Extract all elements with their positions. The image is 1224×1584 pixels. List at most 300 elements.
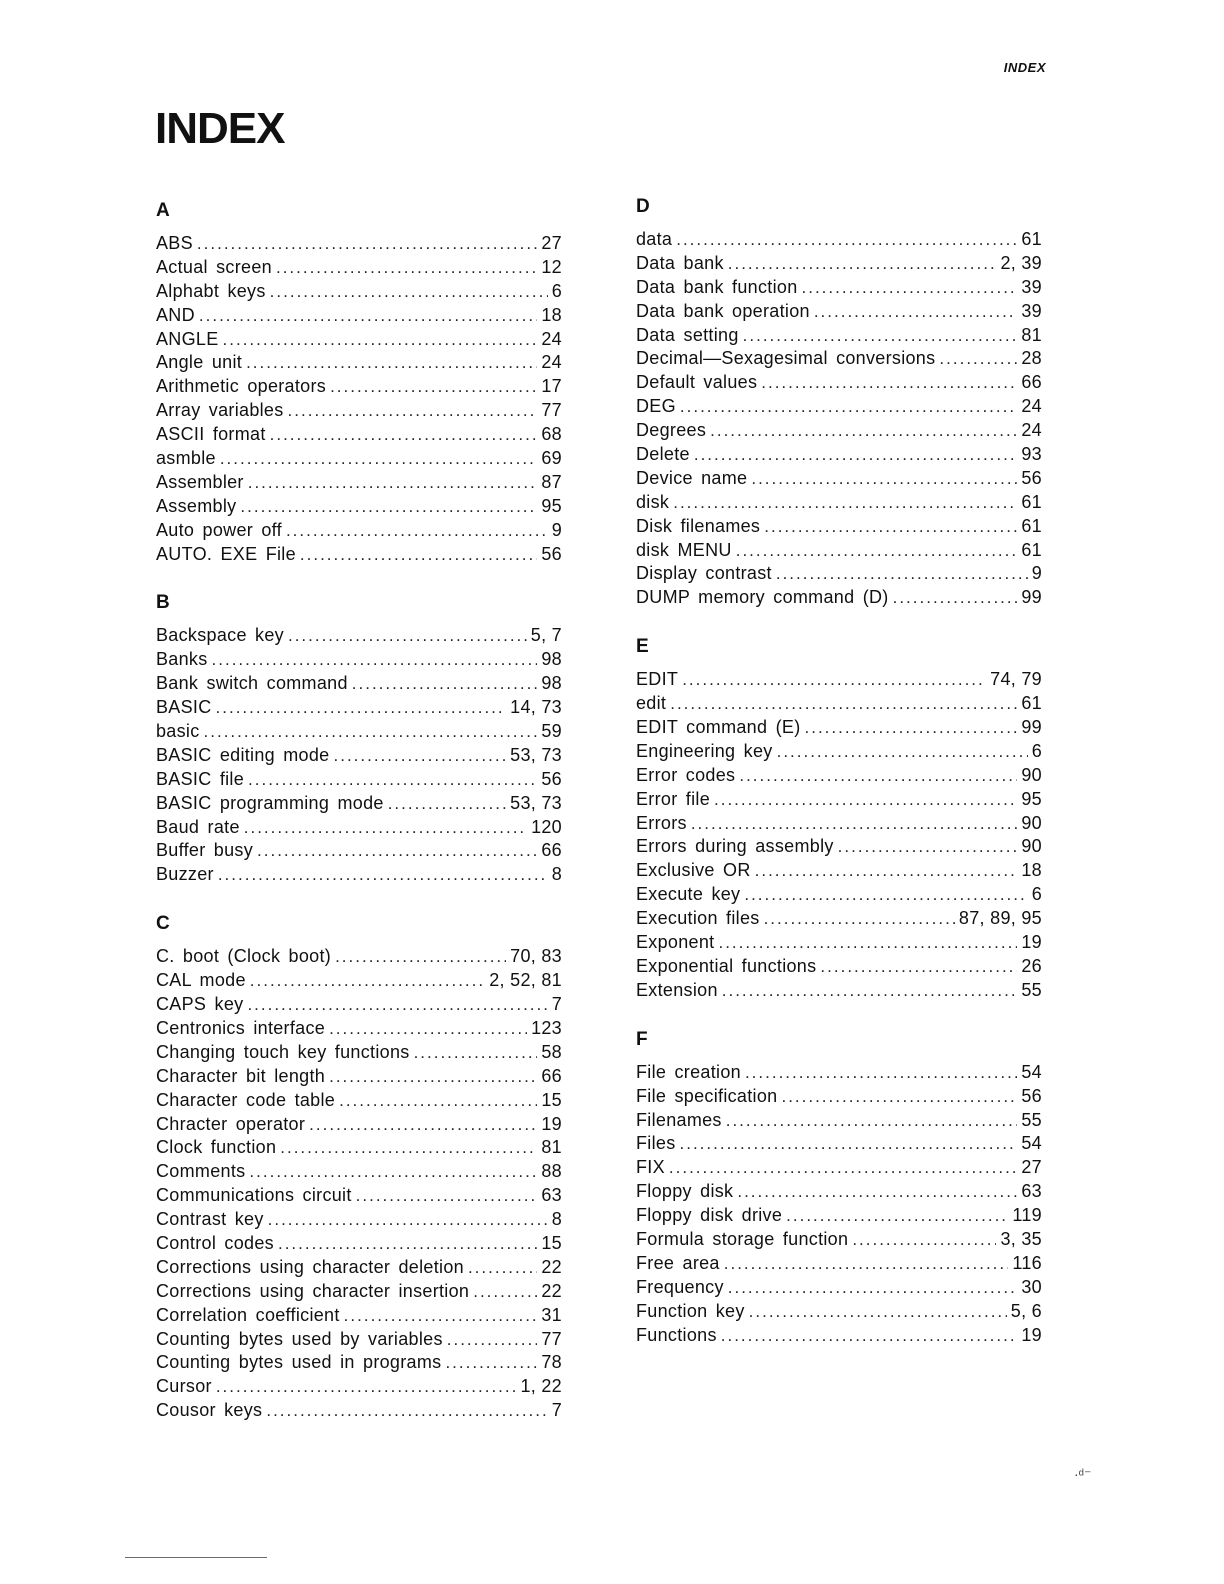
dot-leader <box>814 300 1018 324</box>
dot-leader <box>300 543 537 567</box>
index-entry <box>636 276 1042 300</box>
dot-leader <box>724 1252 1009 1276</box>
entry-term: basic <box>156 721 200 742</box>
index-entry <box>156 1328 562 1352</box>
index-entry <box>636 1061 1042 1085</box>
entry-term: Default values <box>636 372 758 393</box>
dot-leader <box>288 399 538 423</box>
entry-term: Filenames <box>636 1109 722 1130</box>
index-entry <box>156 1375 562 1399</box>
dot-leader <box>388 792 506 816</box>
index-entry <box>156 993 562 1017</box>
entry-page-number: 27 <box>541 233 562 253</box>
index-entry <box>636 955 1042 979</box>
index-entry <box>156 1136 562 1160</box>
entry-page-number: 3, 35 <box>1000 1228 1042 1249</box>
page-title: INDEX <box>155 104 285 153</box>
index-entry <box>156 1041 562 1065</box>
index-entry <box>156 1232 562 1256</box>
entry-page-number: 24 <box>1021 420 1042 441</box>
dot-leader <box>268 1208 548 1232</box>
index-entry <box>636 371 1042 395</box>
index-entry <box>156 375 562 399</box>
entry-page-number: 63 <box>541 1185 562 1206</box>
index-entry <box>156 1399 562 1423</box>
index-entry <box>156 792 562 816</box>
dot-leader <box>670 692 1017 716</box>
entry-page-number: 90 <box>1021 764 1042 785</box>
dot-leader <box>673 491 1017 515</box>
dot-leader <box>249 1160 537 1184</box>
entry-term: Data bank <box>636 252 724 273</box>
index-entry <box>156 768 562 792</box>
entry-page-number: 15 <box>541 1089 562 1110</box>
entry-page-number: 24 <box>1021 396 1042 417</box>
entry-page-number: 18 <box>1021 860 1042 881</box>
dot-leader <box>309 1113 537 1137</box>
entry-term: C. boot (Clock boot) <box>156 946 332 967</box>
entry-term: DEG <box>636 396 676 417</box>
entry-page-number: 15 <box>541 1232 562 1253</box>
entry-page-number: 17 <box>541 376 562 397</box>
index-entry <box>156 256 562 280</box>
dot-leader <box>248 768 537 792</box>
dot-leader <box>721 1324 1018 1348</box>
index-entry <box>156 447 562 471</box>
dot-leader <box>216 1375 517 1399</box>
index-section-a <box>156 196 562 566</box>
dot-leader <box>893 586 1018 610</box>
entry-page-number: 61 <box>1021 515 1042 536</box>
entry-term: Device name <box>636 467 748 488</box>
entry-term: DUMP memory command (D) <box>636 587 889 608</box>
entry-term: Banks <box>156 649 208 670</box>
entry-page-number: 61 <box>1021 491 1042 512</box>
index-section-c <box>156 909 562 1423</box>
dot-leader <box>726 1109 1018 1133</box>
dot-leader <box>197 232 537 256</box>
entry-page-number: 68 <box>541 424 562 445</box>
index-entry <box>636 835 1042 859</box>
index-entry <box>636 764 1042 788</box>
entry-page-number: 56 <box>541 543 562 564</box>
index-section-b <box>156 588 562 887</box>
index-entry <box>636 1228 1042 1252</box>
entry-term: Baud rate <box>156 816 240 837</box>
entry-term: Function key <box>636 1300 745 1321</box>
dot-leader <box>776 562 1028 586</box>
entry-term: CAL mode <box>156 970 246 991</box>
entry-page-number: 61 <box>1021 229 1042 249</box>
entry-page-number: 28 <box>1021 348 1042 369</box>
entry-page-number: 78 <box>541 1352 562 1373</box>
dot-leader <box>339 1089 537 1113</box>
entry-page-number: 9 <box>551 519 562 540</box>
dot-leader <box>786 1204 1008 1228</box>
entry-term: Formula storage function <box>636 1228 849 1249</box>
entry-page-number: 90 <box>1021 836 1042 857</box>
entry-page-number: 119 <box>1012 1205 1042 1226</box>
index-entry <box>156 1113 562 1137</box>
entry-page-number: 61 <box>1021 693 1042 714</box>
entry-term: Character code table <box>156 1089 336 1110</box>
entry-term: AND <box>156 304 195 325</box>
entry-page-number: 54 <box>1021 1061 1042 1082</box>
entry-term: Engineering key <box>636 740 773 761</box>
entry-term: Execution files <box>636 908 760 929</box>
entry-page-number: 95 <box>1021 788 1042 809</box>
entry-term: File specification <box>636 1085 778 1106</box>
entry-term: ANGLE <box>156 328 219 349</box>
index-entry <box>636 692 1042 716</box>
entry-term: Files <box>636 1133 676 1154</box>
entry-term: Degrees <box>636 420 707 441</box>
entry-term: Chracter operator <box>156 1113 306 1134</box>
section-letter: C <box>156 913 170 935</box>
entry-term: Extension <box>636 979 718 1000</box>
entry-page-number: 123 <box>531 1017 562 1038</box>
dot-leader <box>676 228 1017 252</box>
index-entry <box>156 624 562 648</box>
entry-page-number: 99 <box>1021 717 1042 738</box>
entry-term: Counting bytes used by variables <box>156 1328 443 1349</box>
dot-leader <box>445 1351 537 1375</box>
entry-page-number: 22 <box>541 1280 562 1301</box>
entry-term: Character bit length <box>156 1065 326 1086</box>
dot-leader <box>212 648 538 672</box>
entry-term: Errors during assembly <box>636 836 834 857</box>
index-entry <box>636 1085 1042 1109</box>
index-column-right <box>636 192 1042 1369</box>
entry-page-number: 93 <box>1021 444 1042 465</box>
entry-term: Frequency <box>636 1276 724 1297</box>
dot-leader <box>240 495 537 519</box>
entry-term: EDIT <box>636 669 679 690</box>
entry-page-number: 18 <box>541 304 562 325</box>
entry-term: Arithmetic operators <box>156 376 327 397</box>
entry-page-number: 77 <box>541 400 562 421</box>
entry-page-number: 69 <box>541 448 562 469</box>
entry-page-number: 87, 89, 95 <box>958 908 1042 929</box>
dot-leader <box>838 835 1018 859</box>
entry-term: Centronics interface <box>156 1017 326 1038</box>
dot-leader <box>330 375 537 399</box>
index-entry <box>156 1065 562 1089</box>
entry-term: BASIC programming mode <box>156 792 384 813</box>
entry-page-number: 88 <box>541 1161 562 1182</box>
entry-term: Exponent <box>636 932 715 953</box>
index-entry <box>636 1204 1042 1228</box>
entry-page-number: 24 <box>541 352 562 373</box>
dot-leader <box>680 1132 1018 1156</box>
index-entry <box>636 859 1042 883</box>
index-entry <box>156 280 562 304</box>
index-entry <box>156 1208 562 1232</box>
dot-leader <box>764 907 955 931</box>
section-letter: E <box>636 636 649 658</box>
entry-page-number: 66 <box>541 840 562 861</box>
index-entry <box>636 228 1042 252</box>
index-section-e <box>636 632 1042 1002</box>
dot-leader <box>745 1061 1017 1085</box>
dot-leader <box>852 1228 996 1252</box>
dot-leader <box>669 1156 1017 1180</box>
index-entry <box>636 740 1042 764</box>
dot-leader <box>223 328 538 352</box>
index-entry <box>636 300 1042 324</box>
entry-term: Auto power off <box>156 519 282 540</box>
index-entry <box>156 696 562 720</box>
index-entry <box>156 672 562 696</box>
dot-leader <box>802 276 1018 300</box>
entry-term: Communications circuit <box>156 1185 352 1206</box>
dot-leader <box>286 519 548 543</box>
dot-leader <box>682 668 986 692</box>
dot-leader <box>248 471 538 495</box>
entry-term: Functions <box>636 1324 717 1345</box>
entry-page-number: 61 <box>1021 539 1042 560</box>
dot-leader <box>356 1184 538 1208</box>
dot-leader <box>728 252 997 276</box>
dot-leader <box>414 1041 538 1065</box>
index-section-d <box>636 192 1042 610</box>
dot-leader <box>777 740 1028 764</box>
dot-leader <box>473 1280 537 1304</box>
entry-page-number: 99 <box>1021 587 1042 608</box>
entry-term: Correlation coefficient <box>156 1304 340 1325</box>
entry-term: EDIT command (E) <box>636 717 801 738</box>
dot-leader <box>781 1085 1017 1109</box>
dot-leader <box>266 1399 547 1423</box>
entry-page-number: 5, 7 <box>530 625 562 646</box>
entry-term: Corrections using character deletion <box>156 1256 464 1277</box>
entry-term: BASIC file <box>156 768 245 789</box>
entry-page-number: 63 <box>1021 1181 1042 1202</box>
index-entry <box>156 720 562 744</box>
index-entry <box>156 471 562 495</box>
index-entry <box>156 1351 562 1375</box>
entry-page-number: 6 <box>1031 884 1042 905</box>
entry-page-number: 56 <box>1021 467 1042 488</box>
entry-term: Error codes <box>636 764 736 785</box>
entry-term: Data bank function <box>636 276 798 297</box>
index-column-left <box>156 196 562 1445</box>
dot-leader <box>447 1328 538 1352</box>
index-entry <box>156 945 562 969</box>
dot-leader <box>749 1300 1007 1324</box>
index-entry <box>156 1160 562 1184</box>
entry-term: Disk filenames <box>636 515 761 536</box>
dot-leader <box>736 539 1018 563</box>
dot-leader <box>755 859 1018 883</box>
entry-page-number: 26 <box>1021 955 1042 976</box>
dot-leader <box>691 812 1018 836</box>
dot-leader <box>278 1232 537 1256</box>
index-entry <box>636 907 1042 931</box>
entry-page-number: 31 <box>541 1304 562 1325</box>
dot-leader <box>344 1304 538 1328</box>
entry-page-number: 7 <box>551 994 562 1015</box>
dot-leader <box>820 955 1017 979</box>
index-entry <box>636 812 1042 836</box>
index-entry <box>636 1132 1042 1156</box>
dot-leader <box>718 931 1017 955</box>
entry-page-number: 77 <box>541 1328 562 1349</box>
entry-term: Exponential functions <box>636 955 817 976</box>
index-entry <box>636 467 1042 491</box>
entry-page-number: 56 <box>1021 1085 1042 1106</box>
index-entry <box>156 543 562 567</box>
entry-page-number: 12 <box>541 256 562 277</box>
entry-page-number: 95 <box>541 495 562 516</box>
dot-leader <box>216 696 507 720</box>
dot-leader <box>805 716 1018 740</box>
index-entry <box>636 491 1042 515</box>
index-entry <box>156 423 562 447</box>
entry-page-number: 55 <box>1021 1109 1042 1130</box>
entry-page-number: 74, 79 <box>990 669 1042 690</box>
index-entry <box>636 668 1042 692</box>
entry-page-number: 87 <box>541 471 562 492</box>
dot-leader <box>739 764 1017 788</box>
dot-leader <box>764 515 1017 539</box>
dot-leader <box>257 839 537 863</box>
entry-term: Angle unit <box>156 352 243 373</box>
entry-term: Floppy disk drive <box>636 1205 783 1226</box>
section-letter: F <box>636 1028 648 1050</box>
index-entry <box>156 495 562 519</box>
index-section-f <box>636 1025 1042 1348</box>
dot-leader <box>329 1065 537 1089</box>
index-entry <box>636 883 1042 907</box>
index-entry <box>636 586 1042 610</box>
dot-leader <box>714 788 1017 812</box>
entry-page-number: 5, 6 <box>1010 1300 1042 1321</box>
entry-term: disk <box>636 491 670 512</box>
entry-term: Buzzer <box>156 864 214 885</box>
index-entry <box>156 1017 562 1041</box>
entry-term: File creation <box>636 1061 741 1082</box>
index-entry <box>156 399 562 423</box>
entry-page-number: 6 <box>551 280 562 301</box>
entry-page-number: 6 <box>1031 740 1042 761</box>
dot-leader <box>751 467 1017 491</box>
index-entry <box>156 744 562 768</box>
entry-page-number: 58 <box>541 1041 562 1062</box>
entry-page-number: 98 <box>541 649 562 670</box>
entry-page-number: 66 <box>1021 372 1042 393</box>
section-letter: A <box>156 200 170 221</box>
index-entry <box>636 252 1042 276</box>
entry-page-number: 120 <box>531 816 562 837</box>
index-entry <box>156 351 562 375</box>
entry-page-number: 116 <box>1012 1252 1042 1273</box>
running-head: INDEX <box>1003 60 1046 75</box>
entry-term: data <box>636 229 673 249</box>
index-entry <box>636 1300 1042 1324</box>
entry-term: disk MENU <box>636 539 732 560</box>
entry-page-number: 81 <box>541 1137 562 1158</box>
entry-term: Exclusive OR <box>636 860 751 881</box>
entry-page-number: 14, 73 <box>510 697 562 718</box>
entry-page-number: 90 <box>1021 812 1042 833</box>
dot-leader <box>220 447 538 471</box>
index-entry <box>636 716 1042 740</box>
entry-term: Comments <box>156 1161 246 1182</box>
entry-term: Counting bytes used in programs <box>156 1352 442 1373</box>
index-entry <box>636 347 1042 371</box>
entry-term: Control codes <box>156 1232 274 1253</box>
index-entry <box>636 1109 1042 1133</box>
dot-leader <box>680 395 1017 419</box>
index-entry <box>636 1324 1042 1348</box>
dot-leader <box>737 1180 1017 1204</box>
entry-term: Changing touch key functions <box>156 1041 410 1062</box>
entry-page-number: 22 <box>541 1256 562 1277</box>
entry-page-number: 39 <box>1021 300 1042 321</box>
dot-leader <box>218 863 548 887</box>
dot-leader <box>761 371 1017 395</box>
index-entry <box>156 816 562 840</box>
dot-leader <box>270 423 538 447</box>
dot-leader <box>722 979 1018 1003</box>
index-entry <box>636 788 1042 812</box>
entry-term: Cursor <box>156 1376 212 1397</box>
entry-term: edit <box>636 693 667 714</box>
entry-page-number: 30 <box>1021 1276 1042 1297</box>
entry-page-number: 70, 83 <box>510 946 562 967</box>
index-entry <box>156 863 562 887</box>
entry-page-number: 39 <box>1021 276 1042 297</box>
index-entry <box>156 328 562 352</box>
dot-leader <box>270 280 548 304</box>
entry-term: Data setting <box>636 324 739 345</box>
entry-term: ABS <box>156 233 193 253</box>
entry-page-number: 53, 73 <box>510 744 562 765</box>
entry-term: Errors <box>636 812 687 833</box>
entry-term: Clock function <box>156 1137 277 1158</box>
dot-leader <box>204 720 538 744</box>
entry-page-number: 19 <box>1021 932 1042 953</box>
footer-rule <box>125 1557 267 1558</box>
entry-term: Assembly <box>156 495 237 516</box>
entry-page-number: 2, 39 <box>1000 252 1042 273</box>
entry-term: ASCII format <box>156 424 266 445</box>
index-entry <box>636 395 1042 419</box>
entry-page-number: 98 <box>541 673 562 694</box>
entry-term: AUTO. EXE File <box>156 543 296 564</box>
index-entry <box>636 539 1042 563</box>
index-entry <box>156 969 562 993</box>
index-entry <box>156 1304 562 1328</box>
section-letter: D <box>636 196 650 217</box>
entry-page-number: 7 <box>551 1400 562 1421</box>
entry-term: Free area <box>636 1252 720 1273</box>
dot-leader <box>335 945 506 969</box>
entry-term: Contrast key <box>156 1209 264 1230</box>
dot-leader <box>329 1017 527 1041</box>
entry-term: Bank switch command <box>156 673 348 694</box>
entry-term: Error file <box>636 788 711 809</box>
entry-page-number: 59 <box>541 721 562 742</box>
entry-term: asmble <box>156 448 216 469</box>
dot-leader <box>250 969 485 993</box>
page-corner-mark: ·ᵈ⁻ <box>1074 1466 1092 1482</box>
entry-term: FIX <box>636 1157 665 1178</box>
dot-leader <box>280 1136 537 1160</box>
index-entry <box>636 1180 1042 1204</box>
dot-leader <box>743 324 1018 348</box>
